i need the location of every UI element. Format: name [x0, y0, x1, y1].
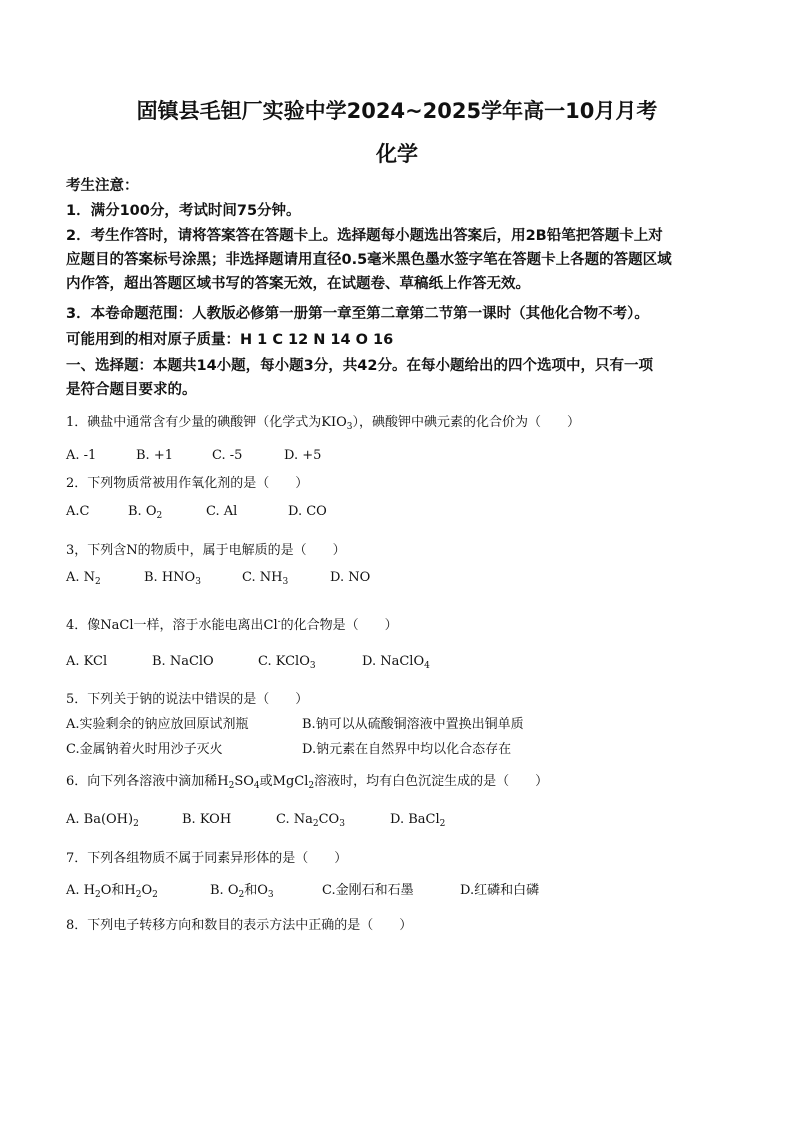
subject-title: 化学 [376, 142, 418, 166]
section-1-line-1: 一、选择题：本题共14小题，每小题3分，共42分。在每小题给出的四个选项中，只有一项 [66, 358, 653, 374]
q5-option-c[interactable]: C.金属钠着火时用沙子灭火 [66, 742, 223, 757]
atomic-mass-line: 可能用到的相对原子质量：H 1 C 12 N 14 O 16 [66, 332, 394, 348]
q6-option-a[interactable]: A. $Ba(OH)_2$ [66, 812, 139, 829]
q1-option-b[interactable]: B. +1 [136, 448, 173, 463]
q3-option-b[interactable]: B. $HNO_3$ [144, 570, 201, 587]
question-3-stem: 3，下列含N的物质中，属于电解质的是（ ） [66, 543, 346, 558]
question-5-stem: 5．下列关于钠的说法中错误的是（ ） [66, 692, 309, 707]
q1-option-d[interactable]: D. +5 [284, 448, 322, 463]
q3-option-d[interactable]: D. NO [330, 570, 371, 585]
q4-option-b[interactable]: B. NaClO [152, 654, 214, 669]
q4-option-a[interactable]: A. KCl [66, 654, 108, 669]
q7-option-b[interactable]: B. $O_2$和$O_3$ [210, 883, 274, 900]
question-8-stem: 8．下列电子转移方向和数目的表示方法中正确的是（ ） [66, 918, 413, 933]
question-4-stem: 4．像NaCl一样，溶于水能电离出Cl-的化合物是（ ） [66, 617, 398, 633]
exam-title: 固镇县毛钽厂实验中学2024~2025学年高一10月月考 [136, 99, 658, 123]
q6-option-b[interactable]: B. KOH [182, 812, 232, 827]
q2-option-b[interactable]: B. $O_2$ [128, 504, 163, 521]
q6-option-d[interactable]: D. BaCl$_2$ [390, 812, 446, 829]
question-1-stem: 1．碘盐中通常含有少量的碘酸钾（化学式为$KIO_3$），碘酸钾中碘元素的化合价为（ ） [66, 415, 581, 432]
q5-option-d[interactable]: D.钠元素在自然界中均以化合态存在 [302, 742, 512, 757]
question-6-stem: 6．向下列各溶液中滴加稀$H_2SO_4$或MgCl$_2$溶液时，均有白色沉淀生成的是（ ） [66, 774, 549, 791]
q7-option-a[interactable]: A. $H_2O$和$H_2O_2$ [66, 883, 158, 900]
notice-item-2-line-2: 应题目的答案标号涂黑；非选择题请用直径0.5毫米黑色墨水签字笔在答题卡上各题的答题区域 [66, 252, 672, 268]
q6-option-c[interactable]: C. $Na_2CO_3$ [276, 812, 345, 829]
q2-option-d[interactable]: D. CO [288, 504, 327, 519]
q1-option-c[interactable]: C. -5 [212, 448, 243, 463]
q2-option-c[interactable]: C. Al [206, 504, 238, 519]
question-2-stem: 2．下列物质常被用作氧化剂的是（ ） [66, 476, 309, 491]
q3-option-c[interactable]: C. $NH_3$ [242, 570, 289, 587]
notice-item-2-line-3: 内作答，超出答题区域书写的答案无效，在试题卷、草稿纸上作答无效。 [66, 276, 530, 292]
notice-heading: 考生注意： [66, 178, 139, 194]
q1-option-a[interactable]: A. -1 [66, 448, 97, 463]
q5-option-a[interactable]: A.实验剩余的钠应放回原试剂瓶 [66, 717, 249, 732]
q4-option-d[interactable]: D. NaClO$_4$ [362, 654, 430, 671]
q3-option-a[interactable]: A. $N_2$ [66, 570, 101, 587]
section-1-line-2: 是符合题目要求的。 [66, 382, 197, 398]
notice-item-2-line-1: 2．考生作答时，请将答案答在答题卡上。选择题每小题选出答案后，用2B铅笔把答题卡上对 [66, 228, 663, 244]
q5-option-b[interactable]: B.钠可以从硫酸铜溶液中置换出铜单质 [302, 717, 524, 732]
question-7-stem: 7．下列各组物质不属于同素异形体的是（ ） [66, 851, 348, 866]
q7-option-c[interactable]: C.金刚石和石墨 [322, 883, 414, 898]
notice-item-1: 1．满分100分，考试时间75分钟。 [66, 203, 301, 219]
q7-option-d[interactable]: D.红磷和白磷 [460, 883, 540, 898]
notice-item-3: 3．本卷命题范围：人教版必修第一册第一章至第二章第二节第一课时（其他化合物不考）。 [66, 306, 649, 322]
q4-option-c[interactable]: C. KClO$_3$ [258, 654, 316, 671]
q2-option-a[interactable]: A.C [66, 504, 90, 519]
